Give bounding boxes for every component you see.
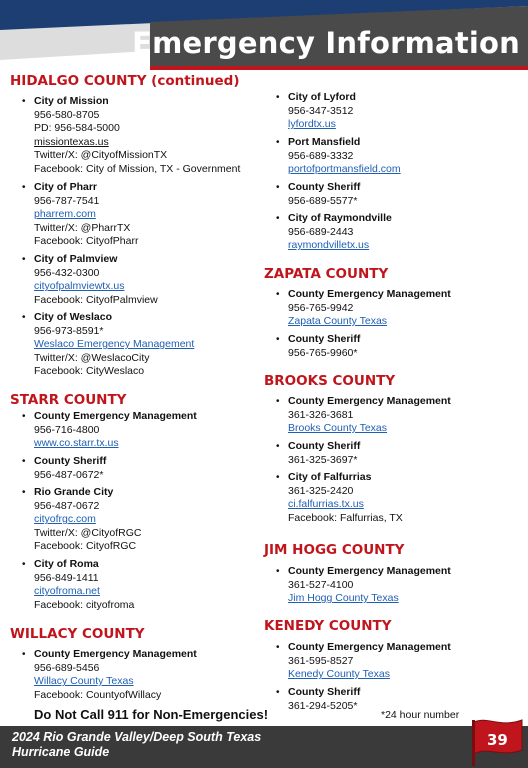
bullet-icon: • bbox=[276, 687, 280, 698]
entry-starr-sheriff: • County Sheriff 956-487-0672* bbox=[22, 455, 107, 481]
bullet-icon: • bbox=[276, 396, 280, 407]
website-link[interactable]: cityofroma.net bbox=[34, 585, 100, 598]
bullet-icon: • bbox=[22, 182, 26, 193]
county-heading-brooks: BROOKS COUNTY bbox=[264, 373, 396, 389]
asterisk-note: *24 hour number bbox=[381, 709, 460, 721]
bullet-icon: • bbox=[22, 411, 26, 422]
bullet-icon: • bbox=[276, 472, 280, 483]
website-link[interactable]: Jim Hogg County Texas bbox=[288, 592, 399, 605]
entry-rio-grande-city: • Rio Grande City 956-487-0672 cityofrgc.com Twitter/X: @CityofRGC Facebook: CityofRGC bbox=[22, 486, 142, 553]
website-link[interactable]: Brooks County Texas bbox=[288, 422, 388, 435]
entry-starr-emergency-management: • County Emergency Management 956-716-4800 www.co.starr.tx.us bbox=[22, 410, 197, 450]
entry-kenedy-sheriff: • County Sheriff 361-294-5205* bbox=[276, 686, 361, 712]
county-heading-jim-hogg: JIM HOGG COUNTY bbox=[264, 542, 405, 558]
website-link[interactable]: cityofpalmviewtx.us bbox=[34, 280, 125, 293]
county-heading-zapata: ZAPATA COUNTY bbox=[264, 266, 389, 282]
page-number: 39 bbox=[487, 731, 508, 749]
entry-brooks-sheriff: • County Sheriff 361-325-3697* bbox=[276, 440, 361, 466]
entry-city-of-palmview: • City of Palmview 956-432-0300 cityofpalmviewtx.us Facebook: CityofPalmview bbox=[22, 253, 158, 306]
bullet-icon: • bbox=[22, 254, 26, 265]
bullet-icon: • bbox=[22, 649, 26, 660]
entry-kenedy-emergency-management: • County Emergency Management 361-595-8527 Kenedy County Texas bbox=[276, 641, 451, 681]
bullet-icon: • bbox=[22, 312, 26, 323]
website-link[interactable]: raymondvilletx.us bbox=[288, 239, 370, 252]
website-link[interactable]: Kenedy County Texas bbox=[288, 668, 390, 681]
county-heading-starr: STARR COUNTY bbox=[10, 392, 127, 408]
entry-city-of-mission: • City of Mission 956-580-8705 PD: 956-584-5000 missiontexas.us Twitter/X: @CityofMissionTX Facebook: City of Mission, TX - Government bbox=[22, 95, 241, 175]
bullet-icon: • bbox=[276, 334, 280, 345]
entry-jim-hogg-emergency-management: • County Emergency Management 361-527-4100 Jim Hogg County Texas bbox=[276, 565, 451, 605]
website-link[interactable]: missiontexas.us bbox=[34, 135, 109, 148]
bullet-icon: • bbox=[22, 487, 26, 498]
bullet-icon: • bbox=[22, 559, 26, 570]
entry-city-of-weslaco: • City of Weslaco 956-973-8591* Weslaco Emergency Management Twitter/X: @WeslacoCity Facebook: CityWeslaco bbox=[22, 311, 195, 378]
entry-city-of-falfurrias: • City of Falfurrias 361-325-2420 ci.falfurrias.tx.us Facebook: Falfurrias, TX bbox=[276, 471, 403, 524]
bullet-icon: • bbox=[276, 137, 280, 148]
county-heading-willacy: WILLACY COUNTY bbox=[10, 626, 145, 642]
entry-zapata-emergency-management: • County Emergency Management 956-765-9942 Zapata County Texas bbox=[276, 288, 451, 328]
entry-willacy-emergency-management: • County Emergency Management 956-689-5456 Willacy County Texas Facebook: CountyofWillacy bbox=[22, 648, 197, 701]
website-link[interactable]: Zapata County Texas bbox=[288, 315, 388, 328]
bullet-icon: • bbox=[276, 182, 280, 193]
entry-city-of-pharr: • City of Pharr 956-787-7541 pharrem.com Twitter/X: @PharrTX Facebook: CityofPharr bbox=[22, 181, 139, 248]
entry-port-mansfield: • Port Mansfield 956-689-3332 portofportmansfield.com bbox=[276, 136, 401, 176]
website-link[interactable]: ci.falfurrias.tx.us bbox=[288, 498, 364, 511]
entry-zapata-sheriff: • County Sheriff 956-765-9960* bbox=[276, 333, 361, 359]
header-banner bbox=[0, 0, 528, 72]
county-heading-kenedy: KENEDY COUNTY bbox=[264, 618, 392, 634]
bullet-icon: • bbox=[22, 96, 26, 107]
bullet-icon: • bbox=[276, 289, 280, 300]
page-title: Emergency Information bbox=[132, 26, 520, 60]
entry-city-of-roma: • City of Roma 956-849-1411 cityofroma.net Facebook: cityofroma bbox=[22, 558, 135, 611]
website-link[interactable]: cityofrgc.com bbox=[34, 513, 96, 526]
website-link[interactable]: Weslaco Emergency Management bbox=[34, 338, 195, 351]
website-link[interactable]: lyfordtx.us bbox=[288, 118, 336, 131]
bullet-icon: • bbox=[276, 213, 280, 224]
entry-city-of-raymondville: • City of Raymondville 956-689-2443 raymondvilletx.us bbox=[276, 212, 392, 252]
website-link[interactable]: Willacy County Texas bbox=[34, 675, 134, 688]
guide-title: 2024 Rio Grande Valley/Deep South Texas Hurricane Guide bbox=[12, 730, 262, 759]
bullet-icon: • bbox=[276, 441, 280, 452]
non-emergency-warning: Do Not Call 911 for Non-Emergencies! bbox=[34, 707, 269, 722]
county-heading-hidalgo: HIDALGO COUNTY (continued) bbox=[10, 73, 240, 89]
bullet-icon: • bbox=[22, 456, 26, 467]
footer-bar bbox=[0, 726, 528, 768]
bullet-icon: • bbox=[276, 566, 280, 577]
entry-city-of-lyford: • City of Lyford 956-347-3512 lyfordtx.us bbox=[276, 91, 356, 131]
website-link[interactable]: www.co.starr.tx.us bbox=[34, 437, 119, 450]
entry-brooks-emergency-management: • County Emergency Management 361-326-3681 Brooks County Texas bbox=[276, 395, 451, 435]
bullet-icon: • bbox=[276, 92, 280, 103]
website-link[interactable]: portofportmansfield.com bbox=[288, 163, 401, 176]
website-link[interactable]: pharrem.com bbox=[34, 208, 96, 221]
entry-willacy-sheriff: • County Sheriff 956-689-5577* bbox=[276, 181, 361, 207]
bullet-icon: • bbox=[276, 642, 280, 653]
